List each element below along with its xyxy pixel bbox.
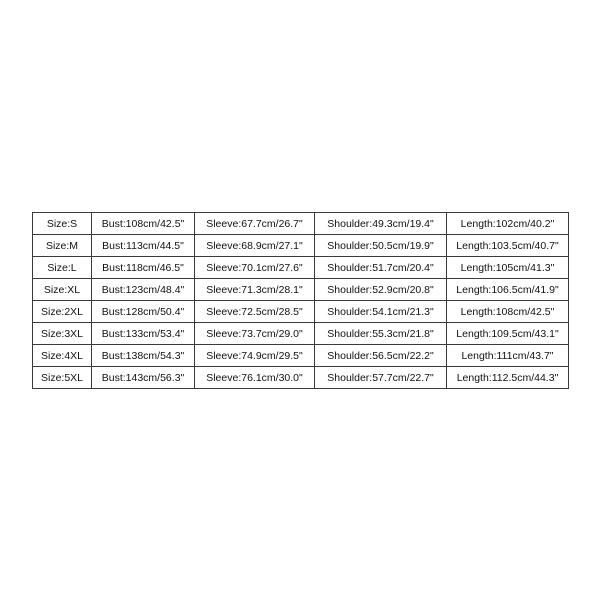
table-row	[33, 257, 569, 279]
length-cell: Length:106.5cm/41.9"	[447, 279, 569, 301]
sleeve-cell: Sleeve:71.3cm/28.1"	[195, 279, 315, 301]
shoulder-cell: Shoulder:50.5cm/19.9"	[315, 235, 447, 257]
size-cell: Size:M	[33, 235, 92, 257]
size-cell: Size:S	[33, 213, 92, 235]
shoulder-cell: Shoulder:49.3cm/19.4"	[315, 213, 447, 235]
table-row	[33, 345, 569, 367]
length-cell: Length:105cm/41.3"	[447, 257, 569, 279]
shoulder-cell: Shoulder:55.3cm/21.8"	[315, 323, 447, 345]
size-chart-table	[32, 212, 569, 389]
shoulder-cell: Shoulder:57.7cm/22.7"	[315, 367, 447, 389]
sleeve-cell: Sleeve:72.5cm/28.5"	[195, 301, 315, 323]
bust-cell: Bust:133cm/53.4"	[92, 323, 195, 345]
size-cell: Size:2XL	[33, 301, 92, 323]
length-cell: Length:112.5cm/44.3"	[447, 367, 569, 389]
table-row	[33, 213, 569, 235]
size-cell: Size:3XL	[33, 323, 92, 345]
bust-cell: Bust:108cm/42.5"	[92, 213, 195, 235]
sleeve-cell: Sleeve:76.1cm/30.0"	[195, 367, 315, 389]
bust-cell: Bust:123cm/48.4"	[92, 279, 195, 301]
length-cell: Length:102cm/40.2"	[447, 213, 569, 235]
shoulder-cell: Shoulder:56.5cm/22.2"	[315, 345, 447, 367]
length-cell: Length:109.5cm/43.1"	[447, 323, 569, 345]
table-row	[33, 235, 569, 257]
shoulder-cell: Shoulder:52.9cm/20.8"	[315, 279, 447, 301]
size-cell: Size:5XL	[33, 367, 92, 389]
length-cell: Length:108cm/42.5"	[447, 301, 569, 323]
sleeve-cell: Sleeve:70.1cm/27.6"	[195, 257, 315, 279]
table-row	[33, 367, 569, 389]
bust-cell: Bust:138cm/54.3"	[92, 345, 195, 367]
table-row	[33, 279, 569, 301]
sleeve-cell: Sleeve:74.9cm/29.5"	[195, 345, 315, 367]
length-cell: Length:103.5cm/40.7"	[447, 235, 569, 257]
sleeve-cell: Sleeve:68.9cm/27.1"	[195, 235, 315, 257]
shoulder-cell: Shoulder:54.1cm/21.3"	[315, 301, 447, 323]
bust-cell: Bust:143cm/56.3"	[92, 367, 195, 389]
table-row	[33, 323, 569, 345]
table-row	[33, 301, 569, 323]
sleeve-cell: Sleeve:73.7cm/29.0"	[195, 323, 315, 345]
size-cell: Size:L	[33, 257, 92, 279]
bust-cell: Bust:113cm/44.5"	[92, 235, 195, 257]
shoulder-cell: Shoulder:51.7cm/20.4"	[315, 257, 447, 279]
bust-cell: Bust:128cm/50.4"	[92, 301, 195, 323]
bust-cell: Bust:118cm/46.5"	[92, 257, 195, 279]
size-cell: Size:XL	[33, 279, 92, 301]
length-cell: Length:111cm/43.7"	[447, 345, 569, 367]
size-cell: Size:4XL	[33, 345, 92, 367]
sleeve-cell: Sleeve:67.7cm/26.7"	[195, 213, 315, 235]
